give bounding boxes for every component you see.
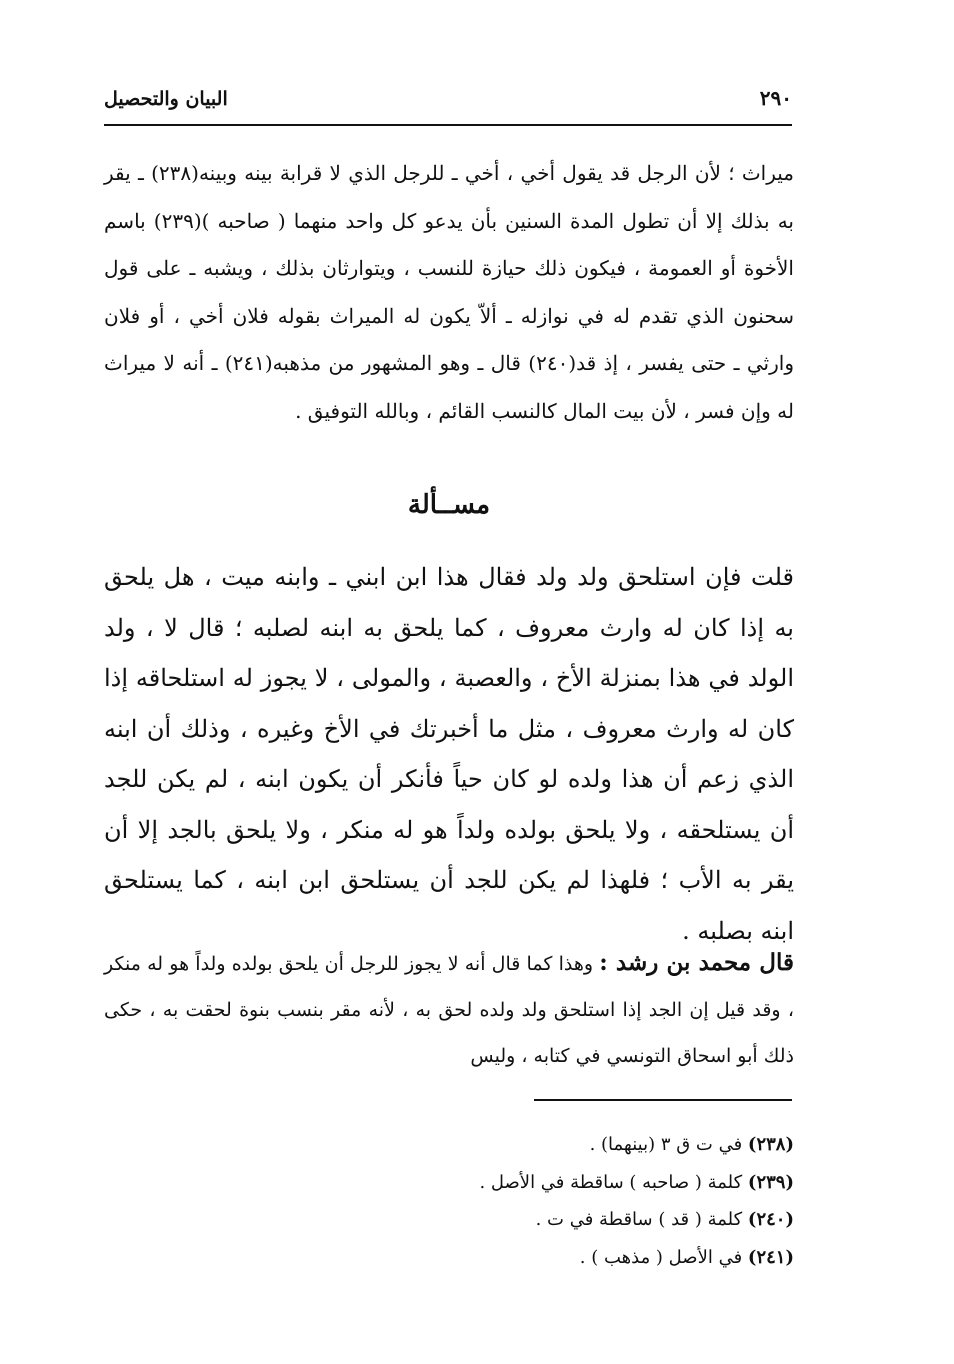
commentary-text: وهذا كما قال أنه لا يجوز للرجل أن يلحق بولده ولداً هو له منكر ، وقد قيل إن الجد إذا استلحق ولد ولده لحق به ، لأنه مقر بنسب بنوة لحقت به ، حكى ذلك أبو اسحاق التونسي في كتابه ، وليس: [104, 953, 794, 1067]
intro-paragraph: ميراث ؛ لأن الرجل قد يقول أخي ، أخي ـ للرجل الذي لا قرابة بينه وبينه(٢٣٨) ـ يقر به بذلك إلا أن تطول المدة السنين بأن يدعو كل واحد منهما ( صاحبه )(٢٣٩) باسم الأخوة أو العمومة ، فيكون ذلك حيازة للنسب ، ويتوارثان بذلك ، ويشبه ـ على قول سحنون الذي تقدم له في نوازله ـ ألاّ يكون له الميراث بقوله فلان أخي ، أو فلان وارثي ـ حتى يفسر ، إذ قد(٢٤٠) قال ـ وهو المشهور من مذهبه(٢٤١) ـ أنه لا ميراث له وإن فسر ، لأن بيت المال كالنسب القائم ، وبالله التوفيق .: [104, 161, 795, 423]
footnote-item: [104, 1239, 794, 1277]
footnote-item: [104, 1126, 794, 1164]
footnote-text: كلمة ( قد ) ساقطة في ت .: [535, 1209, 748, 1230]
page-number: ٢٩٠: [759, 86, 792, 110]
commentary-speaker: قال محمد بن رشد :: [599, 949, 794, 976]
running-header: [104, 84, 792, 126]
footnote-text: في الأصل ( مذهب ) .: [579, 1246, 748, 1268]
footnotes-list: [104, 1126, 794, 1276]
footnote-number: (٢٣٩): [747, 1171, 794, 1193]
section-heading: مســألة: [407, 490, 491, 520]
footnote-item: [104, 1201, 794, 1239]
footnote-number: (٢٤٠): [747, 1209, 794, 1230]
footnote-text: كلمة ( صاحبه ) ساقطة في الأصل .: [479, 1171, 748, 1193]
footnote-text: في ت ق ٣ (بينهما) .: [589, 1134, 748, 1155]
book-title: البيان والتحصيل: [104, 88, 228, 110]
footnote-number: (٢٣٨): [747, 1134, 794, 1155]
question-paragraph: قلت فإن استلحق ولد ولد فقال هذا ابن ابني ـ وابنه ميت ، هل يلحق به إذا كان له وارث معروف ، كما يلحق به ابنه لصلبه ؛ قال لا ، ولد الولد في هذا بمنزلة الأخ ، والعصبة ، والمولى ، لا يجوز له استلحاقه إذا كان له وارث معروف ، مثل ما أخبرتك في الأخ وغيره ، وذلك أن ابنه الذي زعم أن هذا ولده لو كان حياً فأنكر أن يكون ابنه ، لم يكن للجد أن يستلحقه ، ولا يلحق بولده ولداً هو له منكر ، ولا يلحق بالجد إلا أن يقر به الأب ؛ فلهذا لم يكن للجد أن يستلحق ابن ابنه ، كما يستلحق ابنه بصلبه .: [104, 563, 794, 945]
footnote-divider: [534, 1099, 792, 1101]
footnote-number: (٢٤١): [747, 1246, 794, 1268]
footnote-item: [104, 1164, 794, 1202]
commentary-paragraph: [104, 940, 794, 1079]
